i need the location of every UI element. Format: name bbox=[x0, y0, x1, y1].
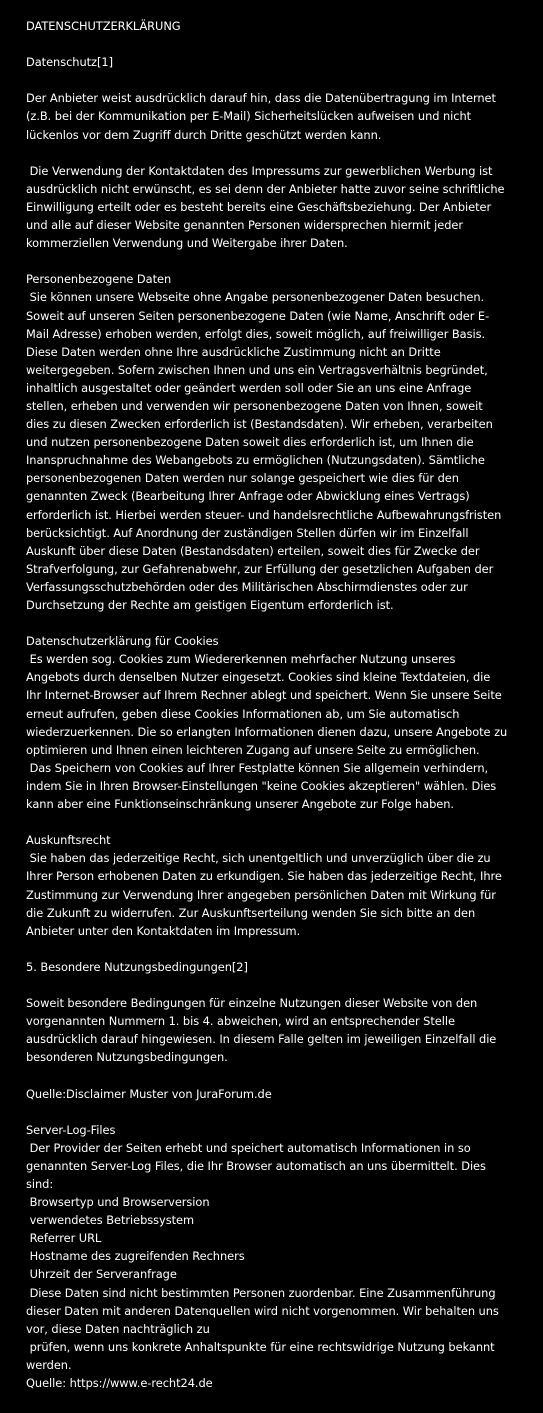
paragraph-line: Uhrzeit der Serveranfrage bbox=[26, 1267, 177, 1282]
document-body bbox=[26, 53, 511, 1392]
document-paragraph bbox=[26, 89, 508, 143]
paragraph-line: Quelle: https://www.e-recht24.de bbox=[26, 1376, 213, 1391]
document-paragraph bbox=[26, 162, 508, 252]
paragraph-line: Es werden sog. Cookies zum Wiedererkennen mehrfacher Nutzung unseres Angebots durch denselben Nutzer eingesetzt. Cookies sind kleine Textdateien, die Ihr Internet-Browser auf Ihrem Rechner ablegt und speichert. Wenn Sie unsere Seite erneut aufrufen, geben diese Cookies Informationen ab, um Sie automatisch wiederzuerkennen. Die so erlangten Informationen dienen dazu, unsere Angebote zu optimieren und Ihnen einen leichteren Zugang auf unsere Seite zu ermöglichen. bbox=[26, 652, 511, 757]
document-paragraph bbox=[26, 1121, 508, 1392]
document-paragraph bbox=[26, 958, 508, 976]
paragraph-line: Die Verwendung der Kontaktdaten des Impressums zur gewerblichen Werbung ist ausdrücklich nicht erwünscht, es sei denn der Anbieter hatte zuvor seine schriftliche Einwilligung erteilt oder es besteht bereits eine Geschäftsbeziehung. Der Anbieter und alle auf dieser Website genannten Personen widersprechen hiermit jeder kommerziellen Verwendung und Weitergabe ihrer Daten. bbox=[26, 163, 509, 251]
paragraph-line: Datenschutz[1] bbox=[26, 55, 113, 70]
document-paragraph bbox=[26, 831, 508, 940]
paragraph-line: Datenschutzerklärung für Cookies bbox=[26, 634, 219, 649]
paragraph-line: Diese Daten sind nicht bestimmten Personen zuordenbar. Eine Zusammenführung dieser Daten mit anderen Datenquellen wird nicht vorgenommen. Wir behalten uns vor, diese Daten nachträglich zu bbox=[26, 1285, 503, 1336]
document-title-text: DATENSCHUTZERKLÄRUNG bbox=[26, 19, 181, 33]
document-title bbox=[26, 17, 508, 35]
paragraph-line: Browsertyp und Browserversion bbox=[26, 1195, 210, 1210]
document-paragraph bbox=[26, 1085, 508, 1103]
paragraph-line: 5. Besondere Nutzungsbedingungen[2] bbox=[26, 959, 248, 974]
paragraph-line: Das Speichern von Cookies auf Ihrer Festplatte können Sie allgemein verhindern, indem Sie in Ihren Browser-Einstellungen "keine Cookies akzeptieren" wählen. Dies kann aber eine Funktionseinschränkung unserer Angebote zur Folge haben. bbox=[26, 760, 500, 812]
document-paragraph bbox=[26, 632, 511, 813]
paragraph-line: Sie haben das jederzeitige Recht, sich unentgeltlich und unverzüglich über die zu Ihrer Person erhobenen Daten zu erkundigen. Sie haben das jederzeitige Recht, Ihre Zustimmung zur Verwendung Ihrer angegeben persönlichen Daten mit Wirkung für die Zukunft zu widerrufen. Zur Auskunftserteilung wenden Sie sich bitte an den Anbieter unter den Kontaktdaten im Impressum. bbox=[26, 851, 506, 938]
paragraph-line: Server-Log-Files bbox=[26, 1122, 116, 1137]
paragraph-line: Soweit besondere Bedingungen für einzelne Nutzungen dieser Website von den vorgenannten Nummern 1. bis 4. abweichen, wird an entsprechender Stelle ausdrücklich darauf hingewiesen. In diesem Falle gelten im jeweiligen Einzelfall die besonderen Nutzungsbedingungen. bbox=[26, 996, 500, 1065]
paragraph-line: verwendetes Betriebssystem bbox=[26, 1213, 195, 1228]
paragraph-line: Auskunftsrecht bbox=[26, 833, 111, 848]
paragraph-line: Sie können unsere Webseite ohne Angabe personenbezogener Daten besuchen. Soweit auf unseren Seiten personenbezogene Daten (wie Name, Anschrift oder E-Mail Adresse) erhoben werden, erfolgt dies, soweit möglich, auf freiwilliger Basis. Diese Daten werden ohne Ihre ausdrückliche Zustimmung nicht an Dritte weitergegeben. Sofern zwischen Ihnen und uns ein Vertragsverhältnis begründet, inhaltlich ausgestaltet oder geändert werden soll oder Sie an uns eine Anfrage stellen, erheben und verwenden wir personenbezogene Daten von Ihnen, soweit dies zu diesen Zwecken erforderlich ist (Bestandsdaten). Wir erheben, verarbeiten und nutzen personenbezogene Daten soweit dies erforderlich ist, um Ihnen die Inanspruchnahme des Webangebots zu ermöglichen (Nutzungsdaten). Sämtliche personenbezogenen Daten werden nur solange gespeichert wie dies für den genannten Zweck (Bearbeitung Ihrer Anfrage oder Abwicklung eines Vertrags) erforderlich ist. Hierbei werden steuer- und handelsrechtliche Aufbewahrungsfristen berücksichtigt. Auf Anordnung der zuständigen Stellen dürfen wir im Einzelfall Auskunft über diese Daten (Bestandsdaten) erteilen, soweit dies für Zwecke der Strafverfolgung, zur Gefahrenabwehr, zur Erfüllung der gesetzlichen Aufgaben der Verfassungsschutzbehörden oder des Militärischen Abschirmdienstes oder zur Durchsetzung der Rechte am geistigen Eigentum erforderlich ist. bbox=[26, 290, 505, 612]
paragraph-line: Der Provider der Seiten erhebt und speichert automatisch Informationen in so genannten Server-Log Files, die Ihr Browser automatisch an uns übermittelt. Dies sind: bbox=[26, 1140, 490, 1191]
privacy-policy-document bbox=[26, 17, 511, 1410]
document-paragraph bbox=[26, 270, 508, 614]
paragraph-line: Der Anbieter weist ausdrücklich darauf hin, dass die Datenübertragung im Internet (z.B. bei der Kommunikation per E-Mail) Sicherheitslücken aufweisen und nicht lückenlos vor dem Zugriff durch Dritte geschützt werden kann. bbox=[26, 91, 500, 142]
paragraph-line: Referrer URL bbox=[26, 1231, 102, 1246]
paragraph-line: Quelle:Disclaimer Muster von JuraForum.de bbox=[26, 1086, 272, 1101]
document-paragraph bbox=[26, 994, 508, 1066]
paragraph-line: Hostname des zugreifenden Rechners bbox=[26, 1249, 245, 1264]
document-paragraph bbox=[26, 53, 508, 71]
paragraph-line: Personenbezogene Daten bbox=[26, 272, 172, 287]
paragraph-line: prüfen, wenn uns konkrete Anhaltspunkte für eine rechtswidrige Nutzung bekannt werden. bbox=[26, 1339, 499, 1372]
